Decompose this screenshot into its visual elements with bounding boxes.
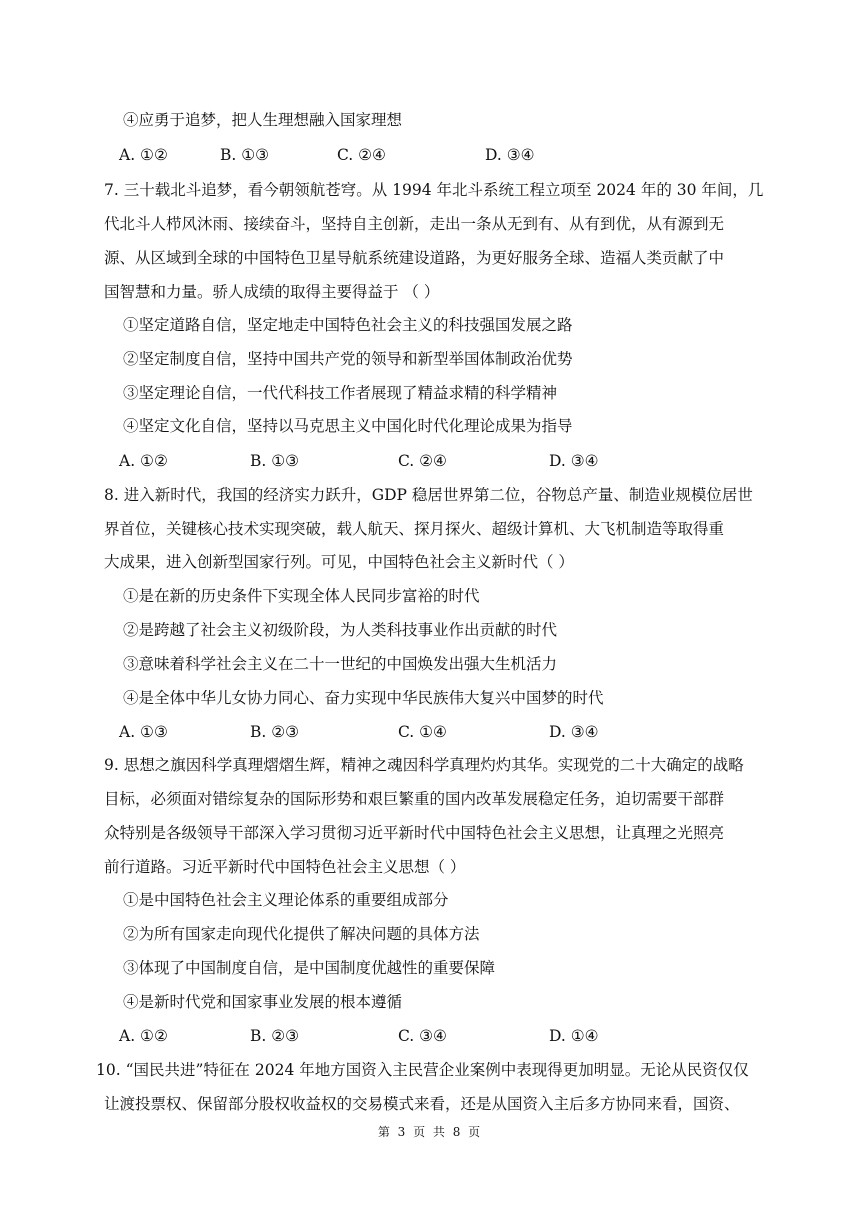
choice-c: C. ①④ <box>398 723 447 741</box>
q9-option-3: ③体现了中国制度自信，是中国制度优越性的重要保障 <box>123 959 496 977</box>
q7-option-1: ①坚定道路自信，坚定地走中国特色社会主义的科技强国发展之路 <box>123 316 573 334</box>
q7-stem-line-4: 国智慧和力量。骄人成绩的取得主要得益于 （ ） <box>104 283 440 301</box>
choice-b: B. ②③ <box>250 1027 300 1045</box>
choice-c: C. ②④ <box>337 146 386 164</box>
q9-option-4: ④是新时代党和国家事业发展的根本遵循 <box>123 993 403 1011</box>
choice-a: A. ①③ <box>119 723 168 741</box>
choice-c: C. ②④ <box>398 452 447 470</box>
q8-stem-line-1: 8. 进入新时代，我国的经济实力跃升，GDP 稳居世界第二位，谷物总产量、制造业规模位居世 <box>104 486 753 504</box>
q8-stem-line-3: 大成果，进入创新型国家行列。可见，中国特色社会主义新时代（ ） <box>104 553 574 571</box>
q9-option-1: ①是中国特色社会主义理论体系的重要组成部分 <box>123 891 449 909</box>
q10-stem-line-1: 10. “国民共进”特征在 2024 年地方国资入主民营企业案例中表现得更加明显。无论从民资仅仅 <box>96 1061 749 1079</box>
page-number-footer: 第 3 页 共 8 页 <box>377 1125 483 1139</box>
q8-option-1: ①是在新的历史条件下实现全体人民同步富裕的时代 <box>123 587 480 605</box>
q8-option-3: ③意味着科学社会主义在二十一世纪的中国焕发出强大生机活力 <box>123 655 558 673</box>
choice-c: C. ③④ <box>398 1027 447 1045</box>
q9-stem-line-4: 前行道路。习近平新时代中国特色社会主义思想（ ） <box>104 858 466 876</box>
choice-d: D. ①④ <box>549 1027 599 1045</box>
q8-stem-line-2: 界首位，关键核心技术实现突破，载人航天、探月探火、超级计算机、大飞机制造等取得重 <box>104 520 725 538</box>
q7-option-2: ②坚定制度自信，坚持中国共产党的领导和新型举国体制政治优势 <box>123 350 573 368</box>
choice-d: D. ③④ <box>485 146 535 164</box>
q9-stem-line-2: 目标，必须面对错综复杂的国际形势和艰巨繁重的国内改革发展稳定任务，迫切需要干部群 <box>104 790 725 808</box>
q7-stem-line-2: 代北斗人栉风沐雨、接续奋斗，坚持自主创新，走出一条从无到有、从有到优，从有源到无 <box>104 215 725 233</box>
q7-choices <box>119 450 599 472</box>
choice-a: A. ①② <box>119 1027 168 1045</box>
q7-stem-line-1: 7. 三十载北斗追梦，看今朝领航苍穹。从 1994 年北斗系统工程立项至 2024 年的 30 年间，几 <box>104 181 764 199</box>
choice-d: D. ③④ <box>549 723 599 741</box>
choice-b: B. ①③ <box>220 146 270 164</box>
q8-choices <box>119 721 599 743</box>
q7-stem-line-3: 源、从区域到全球的中国特色卫星导航系统建设道路，为更好服务全球、造福人类贡献了中 <box>104 249 725 267</box>
q6-option-4: ④应勇于追梦，把人生理想融入国家理想 <box>123 111 403 129</box>
q8-option-2: ②是跨越了社会主义初级阶段，为人类科技事业作出贡献的时代 <box>123 621 558 639</box>
q9-option-2: ②为所有国家走向现代化提供了解决问题的具体方法 <box>123 925 480 943</box>
choice-b: B. ②③ <box>250 723 300 741</box>
q10-stem-line-2: 让渡投票权、保留部分股权收益权的交易模式来看，还是从国资入主后多方协同来看，国资、 <box>104 1095 740 1113</box>
q7-option-4: ④坚定文化自信，坚持以马克思主义中国化时代化理论成果为指导 <box>123 417 573 435</box>
choice-a: A. ①② <box>119 146 168 164</box>
choice-b: B. ①③ <box>250 452 300 470</box>
q9-stem-line-1: 9. 思想之旗因科学真理熠熠生辉，精神之魂因科学真理灼灼其华。实现党的二十大确定的战略 <box>104 756 744 774</box>
q7-option-3: ③坚定理论自信，一代代科技工作者展现了精益求精的科学精神 <box>123 384 558 402</box>
q9-stem-line-3: 众特别是各级领导干部深入学习贯彻习近平新时代中国特色社会主义思想，让真理之光照亮 <box>104 824 725 842</box>
choice-a: A. ①② <box>119 452 168 470</box>
q8-option-4: ④是全体中华儿女协力同心、奋力实现中华民族伟大复兴中国梦的时代 <box>123 689 604 707</box>
choice-d: D. ③④ <box>549 452 599 470</box>
q9-choices <box>119 1025 599 1047</box>
q6-choices <box>119 144 535 166</box>
